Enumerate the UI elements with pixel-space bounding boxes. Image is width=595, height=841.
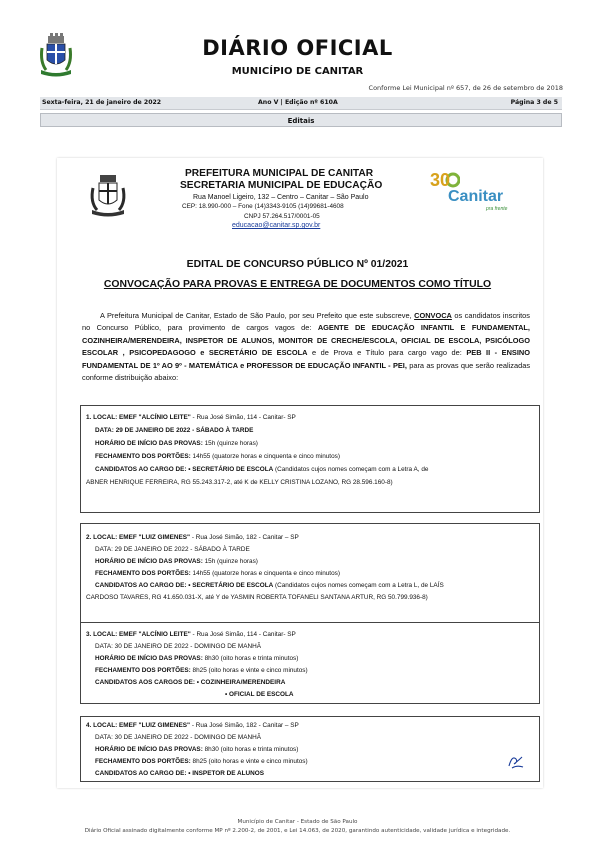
education-crest-icon: [88, 172, 128, 218]
local-box-3: 3. LOCAL: EMEF "ALCÍNIO LEITE" - Rua José Simão, 114 - Canitar- SP DATA: 30 DE JANEIRO DE 2022 - DOMINGO DE MANHÃ HORÁRIO DE INÍCIO DAS PROVAS: 8h30 (oito horas e trinta minutos) FECHAMENTO DOS PORTÕES: 8h25 (oito horas e vinte e cinco minutos) CANDIDATOS AOS CARGOS DE: • COZINHEIRA/MERENDEIRA • OFICIAL DE ESCOLA: [80, 622, 540, 704]
page-title: DIÁRIO OFICIAL: [202, 36, 393, 60]
law-note: Conforme Lei Municipal nº 657, de 26 de setembro de 2018: [368, 84, 563, 92]
logo-tagline: pra frente: [486, 206, 508, 212]
canitar-30-logo: [420, 170, 520, 216]
page-subtitle: MUNICÍPIO DE CANITAR: [231, 66, 364, 77]
letterhead-phone: CEP: 18.990-000 – Fone (14)3343-9105 (14)99681-4608: [182, 203, 344, 210]
edital-body: A Prefeitura Municipal de Canitar, Estado de São Paulo, por seu Prefeito que este subscreve, CONVOCA os candidatos inscritos no Concurso Público, para provimento de cargos vagos de: AGENTE DE EDUCAÇÃO INFANTIL E FUNDAMENTAL, COZINHEIRA/MERENDEIRA, INSPETOR DE ALUNOS, MONITOR DE CRECHE/ESCOLA, OFICIAL DE ESCOLA, PSICÓLOGO ESCOLAR , PSICOPEDAGOGO e SECRETÁRIO DE ESCOLA e de Prova e Título para cargo vago de: PEB II - ENSINO FUNDAMENTAL DE 1º AO 9º - MATEMÁTICA e PROFESSOR DE EDUCAÇÃO INFANTIL - PEI, para as provas que serão realizadas conforme distribuição abaixo:: [82, 311, 531, 383]
issue-date: Sexta-feira, 21 de janeiro de 2022: [42, 99, 162, 106]
letterhead-line2: SECRETARIA MUNICIPAL DE EDUCAÇÃO: [180, 180, 383, 191]
local-box-2: 2. LOCAL: EMEF "LUIZ GIMENES" - Rua José Simão, 182 - Canitar – SP DATA: 29 DE JANEIRO DE 2022 - SÁBADO À TARDE HORÁRIO DE INÍCIO DAS PROVAS: 15h (quinze horas) FECHAMENTO DOS PORTÕES: 14h55 (quatorze horas e cinquenta e cinco minutos) CANDIDATOS AO CARGO DE: • SECRETÁRIO DE ESCOLA (Candidatos cujos nomes começam com a Letra L, de LAÍS CARDOSO TAVARES, RG 41.650.031-X, até Y de YASMIN ROBERTA TOFANELI SANTANA ARTUR, RG 50.799.936-8): [80, 523, 540, 623]
edital-title: EDITAL DE CONCURSO PÚBLICO Nº 01/2021: [186, 259, 409, 270]
letterhead-address: Rua Manoel Ligeiro, 132 – Centro – Canitar – São Paulo: [193, 194, 369, 201]
letterhead-cnpj: CNPJ 57.264.517/0001-05: [244, 213, 320, 220]
logo-number: 30: [430, 170, 451, 190]
letterhead-line1: PREFEITURA MUNICIPAL DE CANITAR: [185, 168, 374, 179]
footer-line1: Município de Canitar - Estado de São Paulo: [237, 819, 358, 825]
edition-number: Ano V | Edição nº 610A: [258, 99, 338, 106]
section-label: Editais: [40, 113, 562, 127]
edition-bar: [40, 97, 562, 110]
letterhead-email[interactable]: educacao@canitar.sp.gov.br: [232, 222, 321, 229]
initials-signature-icon: [506, 751, 526, 771]
edital-subtitle: CONVOCAÇÃO PARA PROVAS E ENTREGA DE DOCUMENTOS COMO TÍTULO: [103, 279, 492, 290]
footer-line2: Diário Oficial assinado digitalmente conforme MP nº 2.200-2, de 2001, e Lei 14.063, de 2020, garantindo autenticidade, validade jurídica e integridade.: [84, 828, 511, 834]
local-box-4: 4. LOCAL: EMEF "LUIZ GIMENES" - Rua José Simão, 182 - Canitar – SP DATA: 30 DE JANEIRO DE 2022 - DOMINGO DE MANHÃ HORÁRIO DE INÍCIO DAS PROVAS: 8h30 (oito horas e trinta minutos) FECHAMENTO DOS PORTÕES: 8h25 (oito horas e vinte e cinco minutos) CANDIDATOS AO CARGO DE: • INSPETOR DE ALUNOS: [80, 716, 540, 782]
local-box-1: 1. LOCAL: EMEF "ALCÍNIO LEITE" - Rua José Simão, 114 - Canitar- SP DATA: 29 DE JANEIRO DE 2022 - SÁBADO À TARDE HORÁRIO DE INÍCIO DAS PROVAS: 15h (quinze horas) FECHAMENTO DOS PORTÕES: 14h55 (quatorze horas e cinquenta e cinco minutos) CANDIDATOS AO CARGO DE: • SECRETÁRIO DE ESCOLA (Candidatos cujos nomes começam com a Letra A, de ABNER HENRIQUE FERREIRA, RG 55.243.317-2, até K de KELLY CRISTINA LOZANO, RG 28.596.160-8): [80, 405, 540, 513]
page-number: Página 3 de 5: [510, 99, 558, 106]
logo-text: Canitar: [448, 188, 504, 205]
